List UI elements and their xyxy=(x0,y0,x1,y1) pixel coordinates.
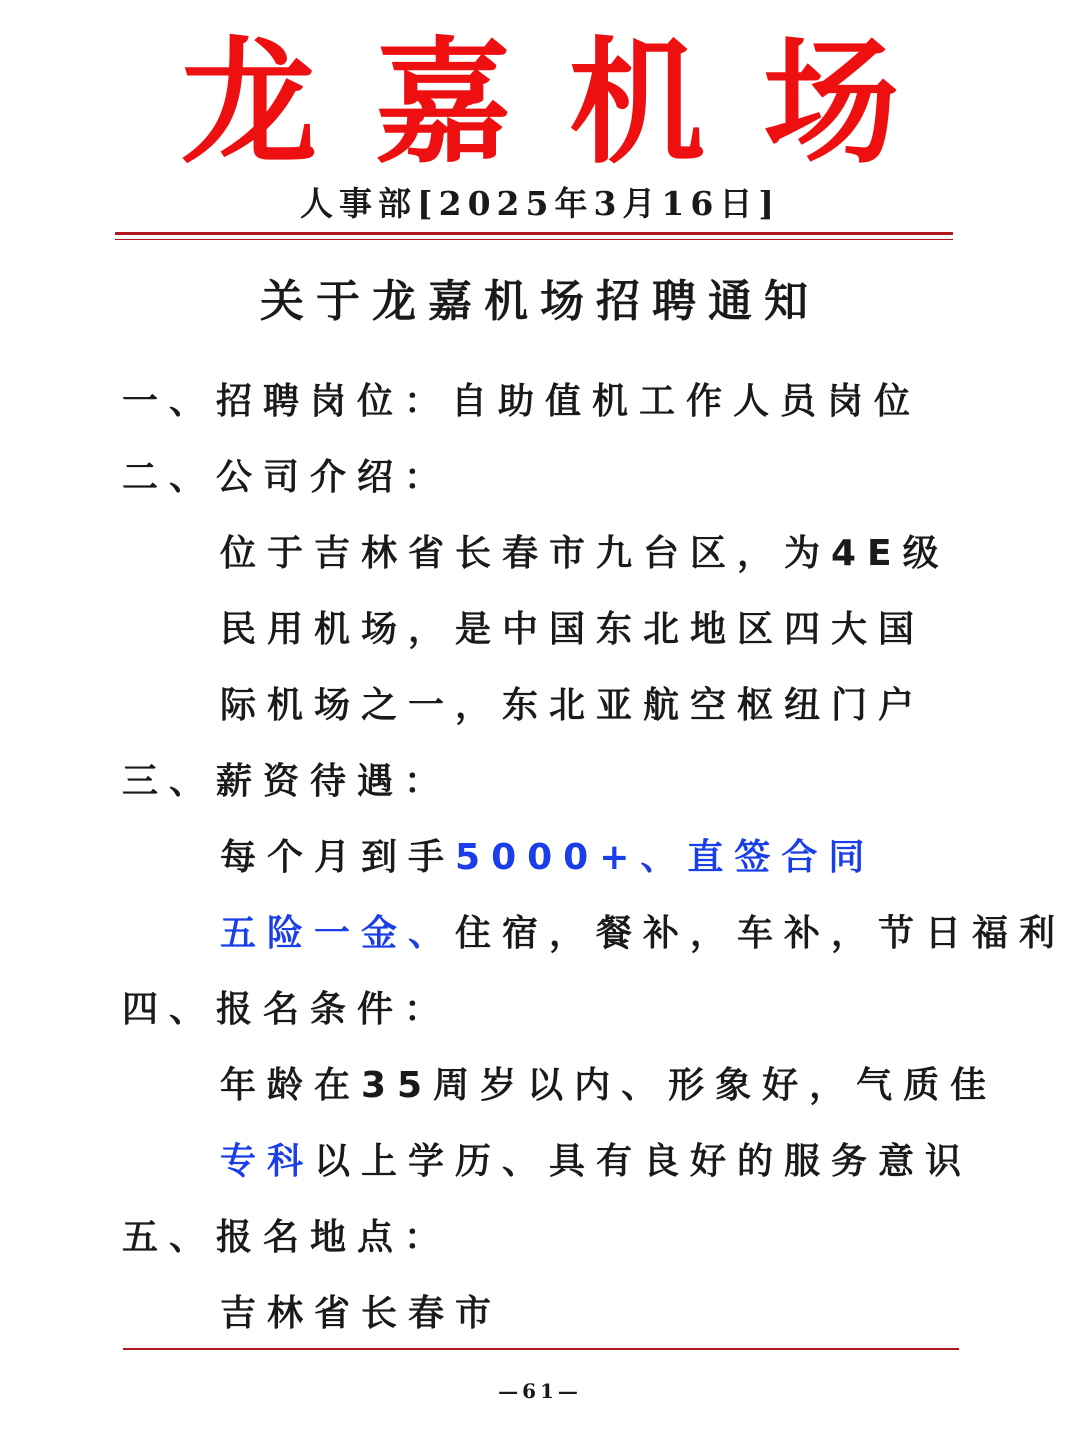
header-rule-thick xyxy=(115,232,953,235)
benefits-highlight: 五险一金、 xyxy=(220,913,456,954)
salary-line-1-text: 每个月到手 xyxy=(220,837,456,878)
section-2-heading: 二、公司介绍： xyxy=(122,457,452,498)
page-number: —61— xyxy=(498,1379,582,1403)
section-3-heading: 三、薪资待遇： xyxy=(122,761,452,802)
company-intro-line-1: 位于吉林省长春市九台区，为4E级 xyxy=(220,533,950,574)
requirement-line-2-text: 以上学历、具有良好的服务意识 xyxy=(314,1141,973,1182)
location-line: 吉林省长春市 xyxy=(220,1293,503,1334)
requirement-line-1: 年龄在35周岁以内、形象好，气质佳 xyxy=(220,1065,998,1106)
section-4-heading: 四、报名条件： xyxy=(122,989,452,1030)
company-intro-line-3: 际机场之一，东北亚航空枢纽门户 xyxy=(220,685,926,726)
department-date-line: 人事部[2025年3月16日] xyxy=(300,184,780,223)
requirement-line-2 xyxy=(220,1138,972,1186)
salary-line-1 xyxy=(220,834,875,882)
company-intro-line-2: 民用机场，是中国东北地区四大国 xyxy=(220,609,926,650)
salary-highlight: 5000+、直签合同 xyxy=(455,837,876,878)
section-1-heading: 一、招聘岗位：自助值机工作人员岗位 xyxy=(122,381,922,422)
education-highlight: 专科 xyxy=(220,1141,315,1182)
header-rule-thin xyxy=(115,239,953,240)
masthead-title: 龙嘉机场 xyxy=(181,23,957,183)
section-5-heading: 五、报名地点： xyxy=(122,1217,452,1258)
benefits-line xyxy=(220,910,1066,958)
benefits-text: 住宿，餐补，车补，节日福利 xyxy=(455,913,1067,954)
footer-rule xyxy=(123,1348,959,1350)
notice-title: 关于龙嘉机场招聘通知 xyxy=(260,276,820,327)
